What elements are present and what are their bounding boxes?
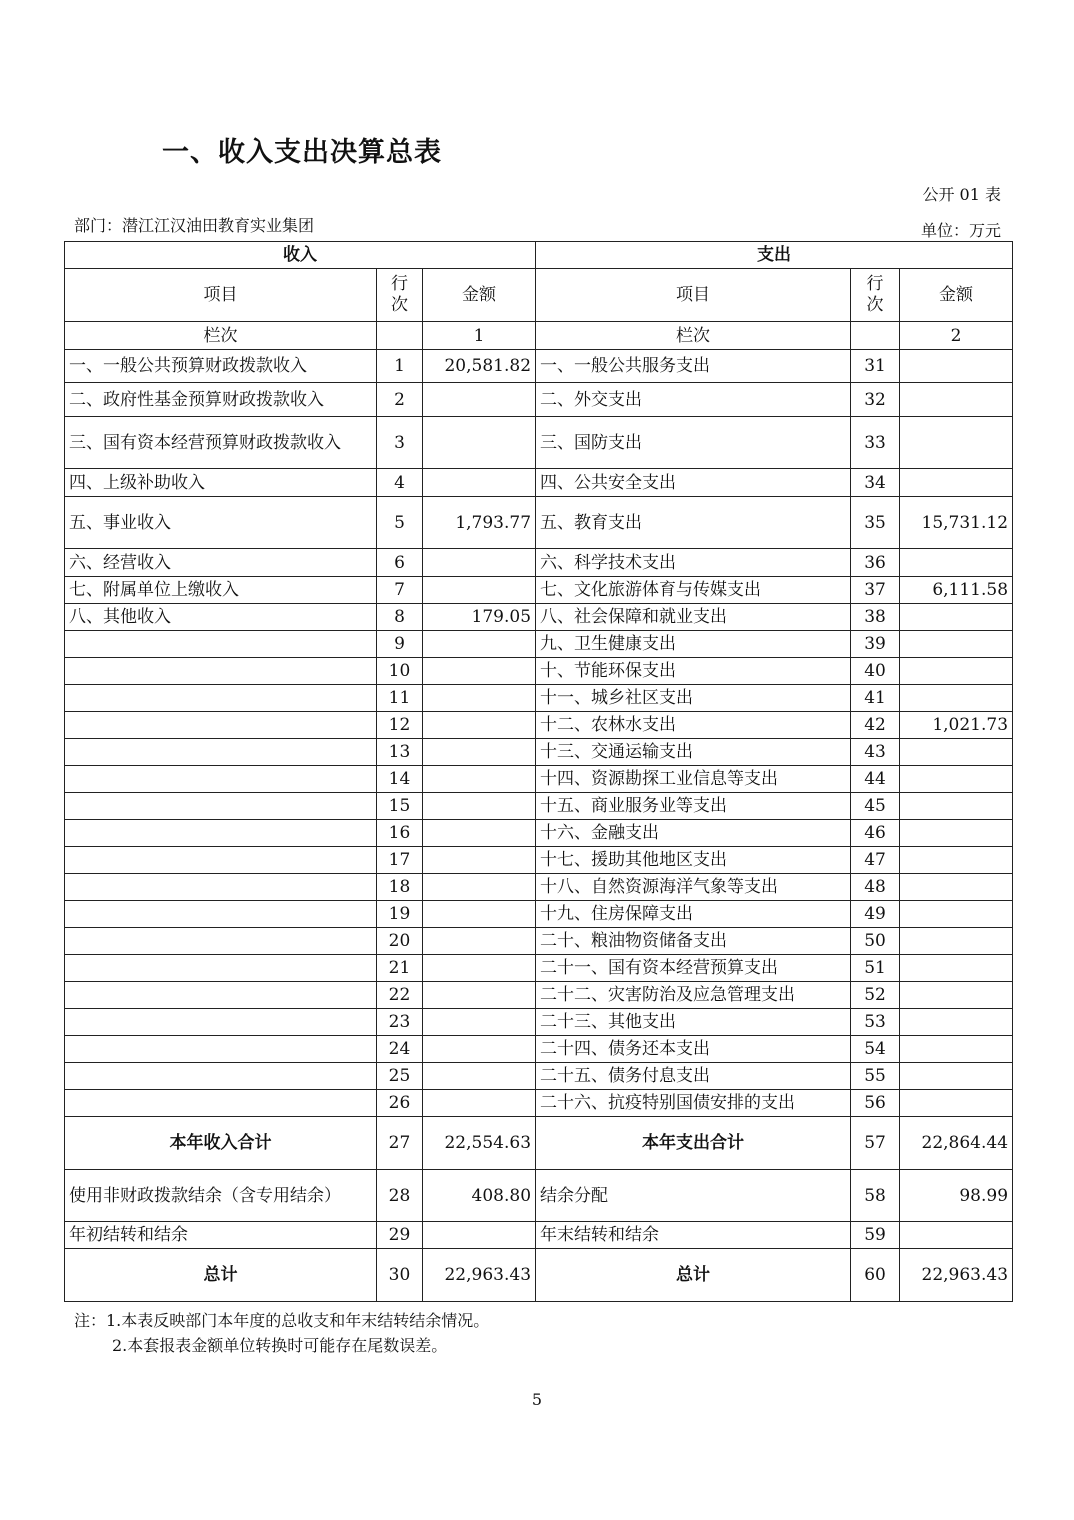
table-row — [65, 350, 1013, 383]
income-item-cell — [65, 874, 377, 901]
income-amount-cell — [423, 793, 536, 820]
expense-row-no-cell: 47 — [851, 847, 900, 874]
expense-amount-cell — [900, 955, 1013, 982]
income-amount-cell — [423, 417, 536, 469]
expense-row-no-cell: 45 — [851, 793, 900, 820]
income-row-no-cell: 7 — [377, 577, 423, 604]
income-item-cell: 八、其他收入 — [65, 604, 377, 631]
table-row — [65, 982, 1013, 1009]
income-item-cell — [65, 685, 377, 712]
income-amount-cell — [423, 901, 536, 928]
expense-row-no-cell: 44 — [851, 766, 900, 793]
expense-amount-cell — [900, 383, 1013, 417]
expense-amount-cell: 98.99 — [900, 1170, 1013, 1222]
expense-item-cell: 十七、援助其他地区支出 — [536, 847, 851, 874]
income-row-no-cell: 4 — [377, 469, 423, 497]
income-item-cell: 使用非财政拨款结余（含专用结余） — [65, 1170, 377, 1222]
income-column-blank — [377, 322, 423, 350]
income-item-cell — [65, 901, 377, 928]
income-item-header: 项目 — [65, 269, 377, 322]
expense-item-cell: 二十二、灾害防治及应急管理支出 — [536, 982, 851, 1009]
income-row-no-cell: 9 — [377, 631, 423, 658]
expense-amount-cell — [900, 928, 1013, 955]
income-item-cell — [65, 766, 377, 793]
row-no-char-2: 次 — [866, 295, 884, 315]
expense-item-cell: 二十三、其他支出 — [536, 1009, 851, 1036]
expense-amount-cell — [900, 469, 1013, 497]
expense-item-cell: 十九、住房保障支出 — [536, 901, 851, 928]
expense-row-no-cell: 41 — [851, 685, 900, 712]
expense-amount-cell — [900, 350, 1013, 383]
column-index-row — [65, 322, 1013, 350]
income-amount-cell — [423, 631, 536, 658]
page-number: 5 — [531, 1390, 543, 1409]
income-row-no-cell: 6 — [377, 549, 423, 577]
income-row-no-cell: 22 — [377, 982, 423, 1009]
income-item-cell — [65, 1090, 377, 1117]
income-amount-cell: 408.80 — [423, 1170, 536, 1222]
income-row-no-cell: 30 — [377, 1249, 423, 1302]
expense-item-cell: 二十一、国有资本经营预算支出 — [536, 955, 851, 982]
income-amount-cell — [423, 577, 536, 604]
income-item-cell — [65, 1063, 377, 1090]
expense-item-cell: 七、文化旅游体育与传媒支出 — [536, 577, 851, 604]
expense-column-blank — [851, 322, 900, 350]
expense-item-cell: 二十四、债务还本支出 — [536, 1036, 851, 1063]
expense-row-no-cell: 42 — [851, 712, 900, 739]
table-row — [65, 1090, 1013, 1117]
table-row — [65, 383, 1013, 417]
notes — [74, 1308, 489, 1358]
income-item-cell: 七、附属单位上缴收入 — [65, 577, 377, 604]
expense-row-no-cell: 55 — [851, 1063, 900, 1090]
expense-item-cell: 九、卫生健康支出 — [536, 631, 851, 658]
table-row — [65, 658, 1013, 685]
income-row-no-cell: 2 — [377, 383, 423, 417]
expense-amount-cell — [900, 874, 1013, 901]
expense-row-no-cell: 52 — [851, 982, 900, 1009]
expense-amount-cell: 1,021.73 — [900, 712, 1013, 739]
income-amount-cell — [423, 658, 536, 685]
income-amount-cell — [423, 1036, 536, 1063]
expense-amount-cell — [900, 1036, 1013, 1063]
expense-row-no-cell: 60 — [851, 1249, 900, 1302]
table-row — [65, 1063, 1013, 1090]
expense-row-no-cell: 46 — [851, 820, 900, 847]
expense-item-cell: 年末结转和结余 — [536, 1222, 851, 1249]
expense-item-cell: 六、科学技术支出 — [536, 549, 851, 577]
expense-amount-cell — [900, 1090, 1013, 1117]
expense-item-cell: 十八、自然资源海洋气象等支出 — [536, 874, 851, 901]
row-no-char-2: 次 — [391, 295, 408, 315]
expense-row-no-cell: 34 — [851, 469, 900, 497]
expense-item-cell: 一、一般公共服务支出 — [536, 350, 851, 383]
income-row-no-cell: 8 — [377, 604, 423, 631]
expense-row-no-cell: 58 — [851, 1170, 900, 1222]
expense-item-cell: 十五、商业服务业等支出 — [536, 793, 851, 820]
income-item-cell — [65, 1036, 377, 1063]
income-amount-cell — [423, 820, 536, 847]
form-number: 公开 01 表 — [922, 185, 1001, 204]
income-item-cell: 总计 — [65, 1249, 377, 1302]
expense-item-cell: 结余分配 — [536, 1170, 851, 1222]
expense-item-cell: 十三、交通运输支出 — [536, 739, 851, 766]
expense-row-no-cell: 38 — [851, 604, 900, 631]
income-amount-cell — [423, 739, 536, 766]
income-row-no-cell: 23 — [377, 1009, 423, 1036]
expense-item-cell: 四、公共安全支出 — [536, 469, 851, 497]
income-item-cell — [65, 955, 377, 982]
income-amount-cell — [423, 1222, 536, 1249]
income-row-no-cell: 5 — [377, 497, 423, 549]
expense-amount-cell — [900, 658, 1013, 685]
income-amount-cell — [423, 685, 536, 712]
expense-amount-header: 金额 — [900, 269, 1013, 322]
expense-row-no-cell: 36 — [851, 549, 900, 577]
income-item-cell: 五、事业收入 — [65, 497, 377, 549]
income-amount-cell — [423, 712, 536, 739]
expense-row-no-cell: 57 — [851, 1117, 900, 1170]
income-amount-cell — [423, 928, 536, 955]
department-label: 部门：潜江江汉油田教育实业集团 — [74, 216, 315, 235]
expense-amount-cell: 6,111.58 — [900, 577, 1013, 604]
income-amount-cell — [423, 766, 536, 793]
income-row-no-cell: 13 — [377, 739, 423, 766]
income-column-index: 1 — [423, 322, 536, 350]
table-row — [65, 497, 1013, 549]
income-row-no-cell: 11 — [377, 685, 423, 712]
table-row — [65, 417, 1013, 469]
expense-amount-cell — [900, 820, 1013, 847]
table-row — [65, 901, 1013, 928]
income-row-no-cell: 14 — [377, 766, 423, 793]
expense-item-cell: 总计 — [536, 1249, 851, 1302]
expense-amount-cell — [900, 982, 1013, 1009]
income-amount-cell — [423, 982, 536, 1009]
table-row — [65, 820, 1013, 847]
expense-row-no-cell: 54 — [851, 1036, 900, 1063]
expense-row-no-cell: 31 — [851, 350, 900, 383]
income-amount-cell: 179.05 — [423, 604, 536, 631]
income-item-cell: 年初结转和结余 — [65, 1222, 377, 1249]
income-amount-header: 金额 — [423, 269, 536, 322]
expense-item-cell: 二十、粮油物资储备支出 — [536, 928, 851, 955]
table-row — [65, 549, 1013, 577]
income-item-cell — [65, 793, 377, 820]
income-amount-cell — [423, 469, 536, 497]
table-row — [65, 847, 1013, 874]
expense-amount-cell: 22,864.44 — [900, 1117, 1013, 1170]
income-header: 收入 — [65, 242, 536, 269]
income-item-cell — [65, 847, 377, 874]
income-amount-cell — [423, 847, 536, 874]
income-row-no-cell: 12 — [377, 712, 423, 739]
income-amount-cell: 22,963.43 — [423, 1249, 536, 1302]
income-amount-cell: 1,793.77 — [423, 497, 536, 549]
expense-item-header: 项目 — [536, 269, 851, 322]
income-item-cell — [65, 982, 377, 1009]
expense-amount-cell: 22,963.43 — [900, 1249, 1013, 1302]
income-item-cell: 一、一般公共预算财政拨款收入 — [65, 350, 377, 383]
income-amount-cell — [423, 549, 536, 577]
expense-row-no-cell: 56 — [851, 1090, 900, 1117]
income-item-cell: 三、国有资本经营预算财政拨款收入 — [65, 417, 377, 469]
income-row-no-cell: 15 — [377, 793, 423, 820]
table-row — [65, 1036, 1013, 1063]
table-row — [65, 793, 1013, 820]
income-item-cell: 本年收入合计 — [65, 1117, 377, 1170]
section-header-row — [65, 242, 1013, 269]
income-column-label: 栏次 — [65, 322, 377, 350]
table-row — [65, 631, 1013, 658]
income-amount-cell — [423, 383, 536, 417]
table-row — [65, 874, 1013, 901]
expense-header: 支出 — [536, 242, 1013, 269]
income-item-cell: 二、政府性基金预算财政拨款收入 — [65, 383, 377, 417]
expense-amount-cell — [900, 901, 1013, 928]
table-row — [65, 739, 1013, 766]
expense-item-cell: 十二、农林水支出 — [536, 712, 851, 739]
expense-row-no-cell: 33 — [851, 417, 900, 469]
expense-item-cell: 十、节能环保支出 — [536, 658, 851, 685]
expense-amount-cell — [900, 685, 1013, 712]
expense-amount-cell — [900, 604, 1013, 631]
income-row-no-cell: 29 — [377, 1222, 423, 1249]
income-item-cell: 四、上级补助收入 — [65, 469, 377, 497]
expense-column-index: 2 — [900, 322, 1013, 350]
income-amount-cell — [423, 1090, 536, 1117]
income-item-cell — [65, 820, 377, 847]
row-no-char-1: 行 — [866, 274, 884, 294]
income-expense-table — [64, 241, 1013, 1302]
income-row-no-cell: 10 — [377, 658, 423, 685]
expense-row-no-cell: 43 — [851, 739, 900, 766]
expense-item-cell: 八、社会保障和就业支出 — [536, 604, 851, 631]
expense-row-no-header — [851, 269, 900, 322]
income-row-no-cell: 1 — [377, 350, 423, 383]
income-row-no-cell: 28 — [377, 1170, 423, 1222]
income-row-no-cell: 21 — [377, 955, 423, 982]
expense-item-cell: 本年支出合计 — [536, 1117, 851, 1170]
table-row — [65, 928, 1013, 955]
income-row-no-cell: 26 — [377, 1090, 423, 1117]
expense-row-no-cell: 48 — [851, 874, 900, 901]
income-item-cell — [65, 928, 377, 955]
income-item-cell — [65, 712, 377, 739]
income-row-no-cell: 16 — [377, 820, 423, 847]
table-row — [65, 577, 1013, 604]
table-row — [65, 1009, 1013, 1036]
table-row — [65, 1249, 1013, 1302]
income-row-no-cell: 27 — [377, 1117, 423, 1170]
expense-row-no-cell: 35 — [851, 497, 900, 549]
table-row — [65, 712, 1013, 739]
income-row-no-cell: 3 — [377, 417, 423, 469]
income-row-no-cell: 18 — [377, 874, 423, 901]
expense-row-no-cell: 53 — [851, 1009, 900, 1036]
income-amount-cell — [423, 1009, 536, 1036]
expense-amount-cell — [900, 739, 1013, 766]
income-item-cell — [65, 658, 377, 685]
income-row-no-header — [377, 269, 423, 322]
table-row — [65, 1222, 1013, 1249]
expense-item-cell: 十四、资源勘探工业信息等支出 — [536, 766, 851, 793]
income-amount-cell — [423, 1063, 536, 1090]
income-row-no-cell: 25 — [377, 1063, 423, 1090]
expense-amount-cell — [900, 417, 1013, 469]
expense-item-cell: 三、国防支出 — [536, 417, 851, 469]
income-row-no-cell: 19 — [377, 901, 423, 928]
income-amount-cell: 22,554.63 — [423, 1117, 536, 1170]
expense-column-label: 栏次 — [536, 322, 851, 350]
expense-row-no-cell: 40 — [851, 658, 900, 685]
expense-amount-cell — [900, 1009, 1013, 1036]
expense-item-cell: 十六、金融支出 — [536, 820, 851, 847]
expense-row-no-cell: 39 — [851, 631, 900, 658]
page-title: 一、收入支出决算总表 — [162, 137, 442, 168]
expense-item-cell: 二十六、抗疫特别国债安排的支出 — [536, 1090, 851, 1117]
expense-item-cell: 二、外交支出 — [536, 383, 851, 417]
expense-amount-cell — [900, 793, 1013, 820]
income-item-cell — [65, 1009, 377, 1036]
note-2: 2.本套报表金额单位转换时可能存在尾数误差。 — [112, 1336, 448, 1355]
table-row — [65, 685, 1013, 712]
income-item-cell: 六、经营收入 — [65, 549, 377, 577]
expense-row-no-cell: 32 — [851, 383, 900, 417]
expense-amount-cell — [900, 1222, 1013, 1249]
column-header-row — [65, 269, 1013, 322]
income-row-no-cell: 20 — [377, 928, 423, 955]
expense-row-no-cell: 51 — [851, 955, 900, 982]
expense-item-cell: 十一、城乡社区支出 — [536, 685, 851, 712]
unit-label: 单位：万元 — [920, 221, 1001, 240]
income-amount-cell — [423, 874, 536, 901]
table-row — [65, 1170, 1013, 1222]
income-amount-cell — [423, 955, 536, 982]
expense-amount-cell — [900, 1063, 1013, 1090]
expense-row-no-cell: 37 — [851, 577, 900, 604]
income-row-no-cell: 17 — [377, 847, 423, 874]
expense-item-cell: 二十五、债务付息支出 — [536, 1063, 851, 1090]
expense-amount-cell — [900, 847, 1013, 874]
table-row — [65, 604, 1013, 631]
expense-row-no-cell: 59 — [851, 1222, 900, 1249]
expense-row-no-cell: 49 — [851, 901, 900, 928]
expense-amount-cell — [900, 766, 1013, 793]
income-item-cell — [65, 631, 377, 658]
expense-amount-cell — [900, 631, 1013, 658]
expense-amount-cell: 15,731.12 — [900, 497, 1013, 549]
table-row — [65, 469, 1013, 497]
expense-item-cell: 五、教育支出 — [536, 497, 851, 549]
table-row — [65, 766, 1013, 793]
expense-row-no-cell: 50 — [851, 928, 900, 955]
note-1: 注：1.本表反映部门本年度的总收支和年末结转结余情况。 — [74, 1311, 490, 1330]
expense-amount-cell — [900, 549, 1013, 577]
table-row — [65, 1117, 1013, 1170]
row-no-char-1: 行 — [391, 274, 408, 294]
income-item-cell — [65, 739, 377, 766]
income-amount-cell: 20,581.82 — [423, 350, 536, 383]
table-row — [65, 955, 1013, 982]
income-row-no-cell: 24 — [377, 1036, 423, 1063]
